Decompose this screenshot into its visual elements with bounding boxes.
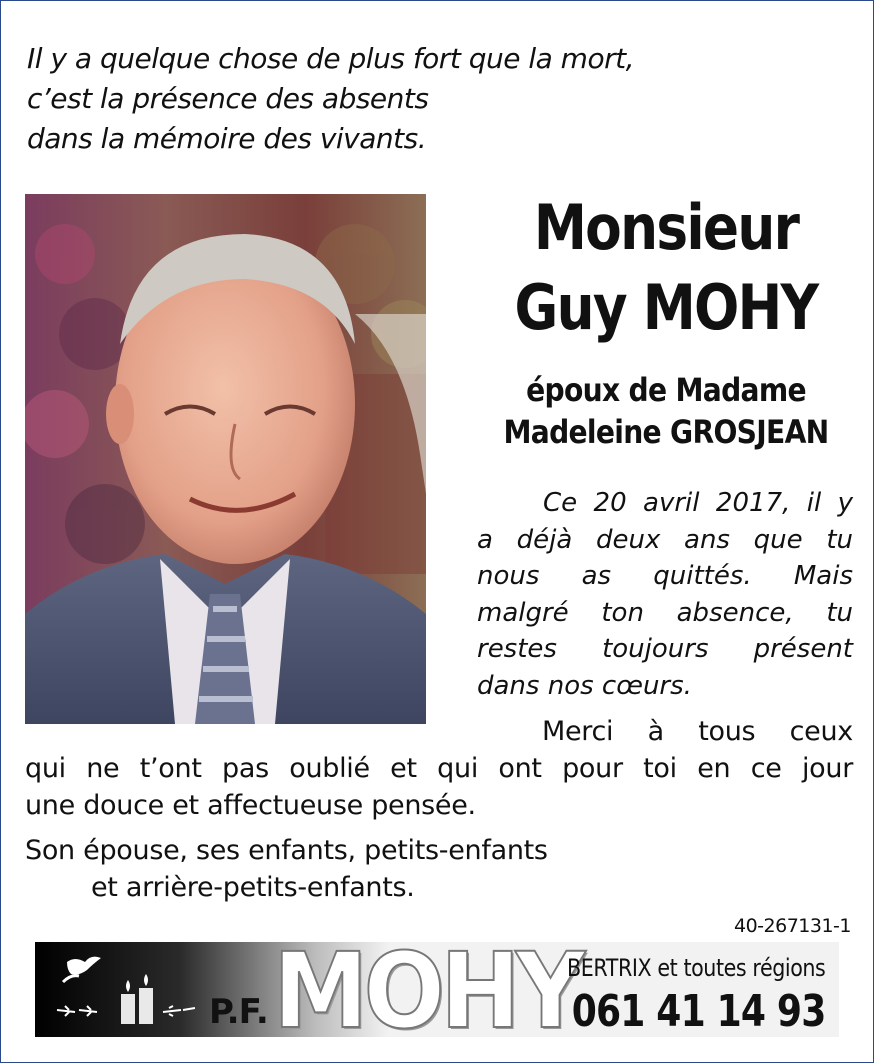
funeral-home-name: MOHY [273, 942, 581, 1037]
thanks-line: Merci à tous ceux [542, 716, 853, 747]
phone-number[interactable]: 061 41 14 93 [571, 986, 825, 1037]
message-line: restes toujours présent [477, 634, 853, 664]
reference-number: 40-267131-1 [733, 915, 851, 937]
message-line: Ce 20 avril 2017, il y [543, 488, 853, 518]
dove-candles-icon [45, 948, 195, 1032]
deceased-name: Guy MOHY [514, 271, 818, 344]
spouse-line: époux de Madame [526, 371, 806, 409]
spouse-name: Madeleine GROSJEAN [503, 413, 829, 451]
service-region: BERTRIX et toutes régions [566, 954, 825, 982]
remembrance-message [477, 485, 853, 704]
family-signature [25, 832, 665, 906]
thanks-line: qui ne t’ont pas oublié et qui ont pour toi en ce jour [25, 753, 853, 784]
thanks-paragraph [25, 713, 853, 824]
epitaph-line: Il y a quelque chose de plus fort que la mort, [27, 42, 634, 75]
message-line: a déjà deux ans que tu [477, 524, 853, 555]
family-line: Son épouse, ses enfants, petits-enfants [25, 835, 548, 866]
thanks-line: une douce et affectueuse pensée. [25, 790, 476, 821]
message-line: malgré ton absence, tu [477, 597, 853, 628]
epitaph-quote [27, 39, 727, 159]
message-line: nous as quittés. Mais [477, 561, 853, 591]
epitaph-line: c’est la présence des absents [27, 82, 429, 115]
epitaph-line: dans la mémoire des vivants. [27, 122, 427, 155]
deceased-title: Monsieur [533, 191, 799, 264]
funeral-home-prefix: P.F. [209, 992, 268, 1032]
funeral-home-banner [35, 942, 839, 1037]
family-line: et arrière-petits-enfants. [91, 872, 415, 903]
message-line: dans nos cœurs. [477, 670, 692, 701]
portrait-photo [25, 194, 426, 724]
